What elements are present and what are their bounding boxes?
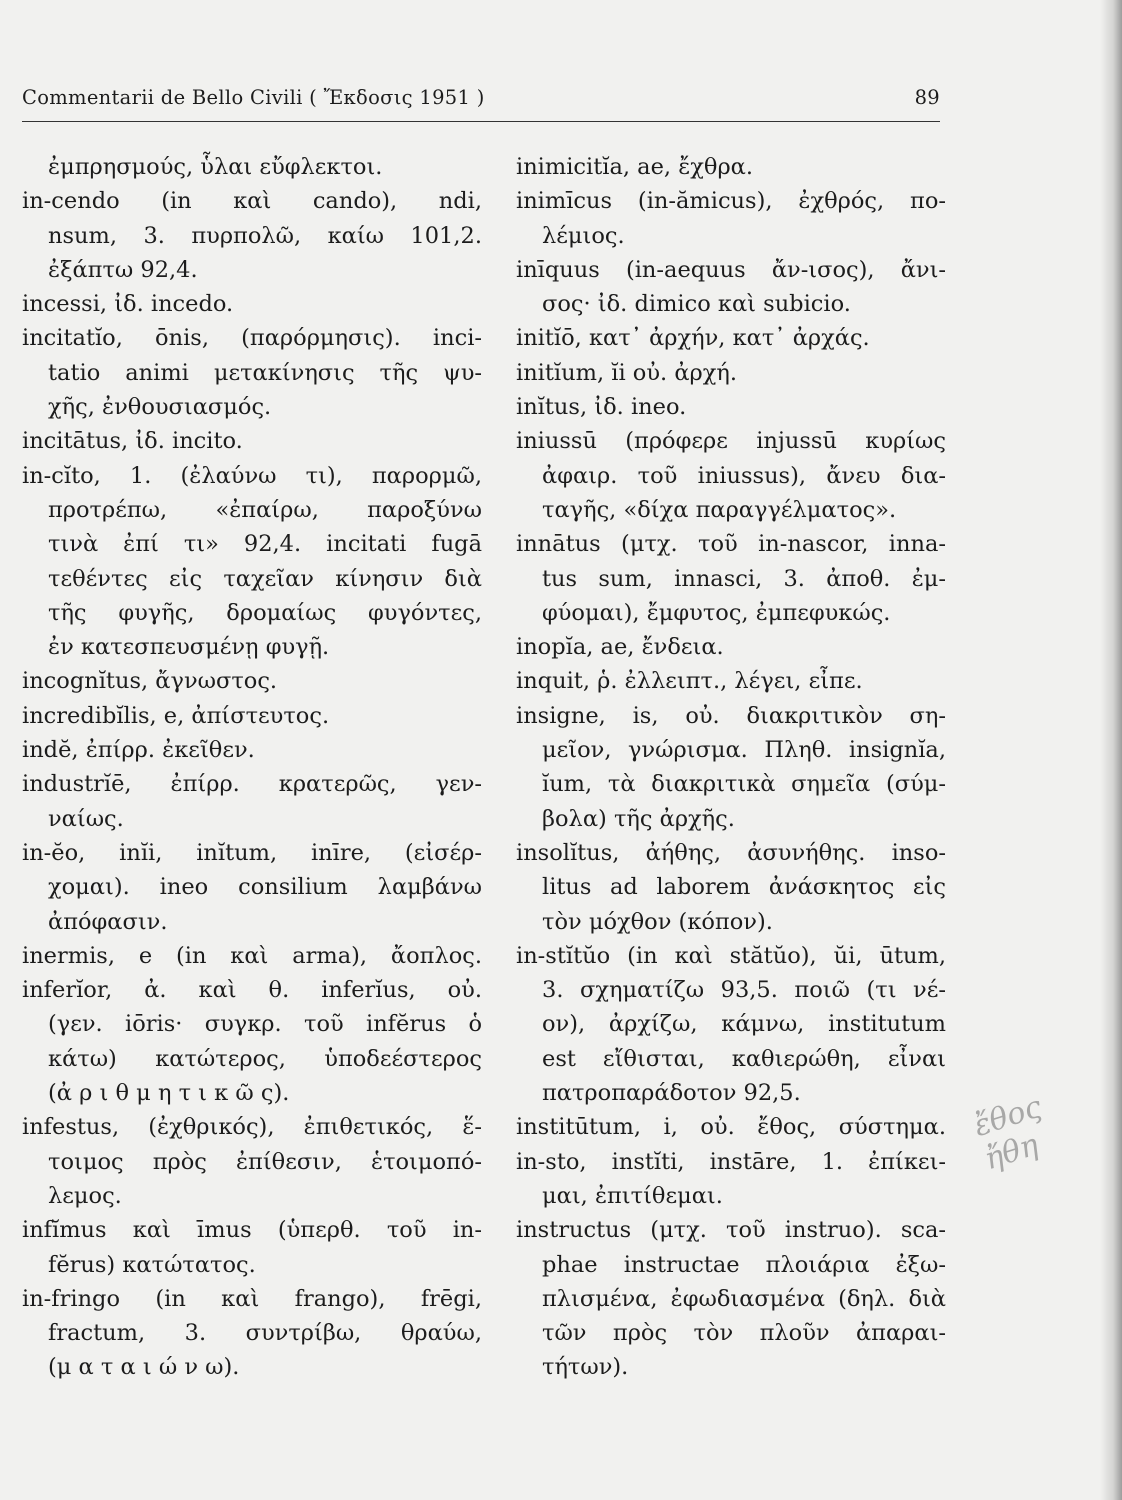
dictionary-line: βολα) τῆς ἀρχῆς. (542, 805, 735, 832)
dictionary-line: ἀπόφασιν. (48, 908, 168, 935)
dictionary-line: fĕrus) κατώτατος. (48, 1251, 256, 1278)
dictionary-line: inīquus (in-aequus ἄν-ισος), ἄνι- (516, 256, 946, 283)
dictionary-line: (ἀ ρ ι θ μ η τ ι κ ῶ ς). (48, 1080, 290, 1107)
dictionary-line: incredibĭlis, e, ἀπίστευτος. (22, 702, 330, 729)
dictionary-line: incognĭtus, ἄγνωστος. (22, 668, 278, 695)
dictionary-line: inferĭor, ἀ. καὶ θ. inferĭus, οὐ. (22, 977, 482, 1004)
dictionary-line: inimīcus (in-ămicus), ἐχθρός, πο- (516, 188, 946, 215)
page-number: 89 (914, 86, 940, 109)
dictionary-line: μαι, ἐπιτίθεμαι. (542, 1182, 723, 1209)
dictionary-line: insigne, is, οὐ. διακριτικὸν ση- (516, 702, 946, 729)
dictionary-line: ον), ἀρχίζω, κάμνω, institutum (542, 1011, 946, 1038)
dictionary-line: ĭum, τὰ διακριτικὰ σημεῖα (σύμ- (542, 771, 946, 798)
dictionary-line: ἐν κατεσπευσμένῃ φυγῇ. (48, 634, 330, 661)
dictionary-line: in-cendo (in καὶ cando), ndi, (22, 188, 482, 215)
dictionary-line: (γεν. iōris· συγκρ. τοῦ infĕrus ὁ (48, 1011, 482, 1038)
dictionary-line: inimicitĭa, ae, ἔχθρα. (516, 154, 754, 180)
dictionary-line: industrĭē, ἐπίρρ. κρατερῶς, γεν- (22, 771, 482, 798)
dictionary-line: fractum, 3. συντρίβω, θραύω, (48, 1320, 482, 1347)
dictionary-line: 3. σχηματίζω 93,5. ποιῶ (τι νέ- (542, 977, 946, 1004)
dictionary-line: in-sto, instĭti, instāre, 1. ἐπίκει- (516, 1148, 946, 1175)
dictionary-line: in-cĭto, 1. (ἐλαύνω τι), παρορμῶ, (22, 462, 482, 489)
dictionary-line: incitātus, ἰδ. incito. (22, 428, 243, 455)
dictionary-line: πατροπαράδοτον 92,5. (542, 1080, 801, 1107)
dictionary-line: τῶν πρὸς τὸν πλοῦν ἀπαραι- (542, 1320, 946, 1347)
dictionary-line: τῆς φυγῆς, δρομαίως φυγόντες, (48, 599, 482, 626)
dictionary-line: instructus (μτχ. τοῦ instruo). sca- (516, 1217, 946, 1244)
dictionary-line: in-fringo (in καὶ frango), frēgi, (22, 1285, 482, 1312)
dictionary-line: λεμος. (48, 1182, 122, 1209)
dictionary-line: inĭtus, ἰδ. ineo. (516, 394, 687, 421)
dictionary-line: initĭō, κατ᾽ ἀρχήν, κατ᾽ ἀρχάς. (516, 325, 870, 352)
dictionary-line: inermis, e (in καὶ arma), ἄοπλος. (22, 942, 482, 969)
dictionary-line: μεῖον, γνώρισμα. Πληθ. insignĭa, (542, 737, 946, 764)
dictionary-line: inquit, ῥ. ἐλλειπτ., λέγει, εἶπε. (516, 668, 863, 695)
dictionary-line: λέμιος. (542, 222, 625, 249)
dictionary-line: innātus (μτχ. τοῦ in-nascor, inna- (516, 531, 946, 558)
dictionary-line: iniussū (πρόφερε injussū κυρίως (516, 428, 946, 455)
dictionary-line: τινὰ ἐπί τι» 92,4. incitati fugā (48, 531, 482, 558)
dictionary-line: incessi, ἰδ. incedo. (22, 291, 234, 318)
dictionary-line: ἐξάπτω 92,4. (48, 256, 198, 283)
dictionary-line: in-stĭtŭo (in καὶ stătŭo), ŭi, ūtum, (516, 942, 946, 969)
dictionary-line: χομαι). ineo consilium λαμβάνω (48, 874, 482, 901)
dictionary-line: τήτων). (542, 1354, 629, 1381)
dictionary-line: in-ĕo, inĭi, inĭtum, inīre, (εἰσέρ- (22, 839, 482, 866)
page-edge-shadow (1100, 0, 1122, 1500)
dictionary-line: litus ad laborem ἀνάσκητος εἰς (542, 874, 946, 901)
dictionary-line: ἀφαιρ. τοῦ iniussus), ἄνευ δια- (542, 462, 946, 489)
dictionary-line: σος· ἰδ. dimico καὶ subicio. (542, 291, 851, 318)
dictionary-line: est εἴθισται, καθιερώθη, εἶναι (542, 1045, 946, 1072)
dictionary-line: χῆς, ἐνθουσιασμός. (48, 394, 272, 421)
handwritten-margin-note: ἔθος ἤθη (969, 1089, 1046, 1178)
dictionary-line: προτρέπω, «ἐπαίρω, παροξύνω (48, 496, 482, 523)
dictionary-line: phae instructae πλοιάρια ἐξω- (542, 1251, 946, 1278)
right-column (516, 150, 946, 1385)
running-header (22, 86, 940, 120)
dictionary-line: nsum, 3. πυρπολῶ, καίω 101,2. (48, 222, 482, 249)
dictionary-line: φύομαι), ἔμφυτος, ἐμπεφυκώς. (542, 599, 891, 626)
header-rule (22, 121, 940, 122)
dictionary-line: institūtum, i, οὐ. ἔθος, σύστημα. (516, 1114, 946, 1141)
dictionary-line: inopĭa, ae, ἔνδεια. (516, 634, 724, 661)
dictionary-line: infĭmus καὶ īmus (ὑπερθ. τοῦ in- (22, 1217, 482, 1244)
dictionary-line: πλισμένα, ἐφωδιασμένα (δηλ. διὰ (542, 1285, 946, 1312)
dictionary-line: ἐμπρησμούς, ὗλαι εὔφλεκτοι. (48, 154, 383, 180)
dictionary-line: incitatĭo, ōnis, (παρόρμησις). inci- (22, 325, 482, 352)
left-column (22, 150, 482, 1385)
dictionary-line: ταγῆς, «δίχα παραγγέλματος». (542, 496, 897, 523)
dictionary-line: indĕ, ἐπίρρ. ἐκεῖθεν. (22, 737, 255, 764)
dictionary-line: τοιμος πρὸς ἐπίθεσιν, ἑτοιμοπό- (48, 1148, 482, 1175)
dictionary-line: tatio animi μετακίνησις τῆς ψυ- (48, 359, 482, 386)
dictionary-line: tus sum, innasci, 3. ἀποθ. ἐμ- (542, 565, 946, 592)
running-title: Commentarii de Bello Civili ( Ἔκδοσις 1951 ) (22, 86, 485, 109)
dictionary-line: τεθέντες εἰς ταχεῖαν κίνησιν διὰ (48, 565, 482, 592)
dictionary-line: κάτω) κατώτερος, ὑποδεέστερος (48, 1045, 482, 1072)
dictionary-line: infestus, (ἐχθρικός), ἐπιθετικός, ἕ- (22, 1114, 482, 1141)
dictionary-line: initĭum, ĭi οὐ. ἀρχή. (516, 359, 738, 386)
dictionary-line: τὸν μόχθον (κόπον). (542, 908, 773, 935)
dictionary-line: (μ α τ α ι ώ ν ω). (48, 1354, 240, 1381)
dictionary-line: ναίως. (48, 805, 124, 832)
dictionary-line: insolĭtus, ἀήθης, ἀσυνήθης. inso- (516, 839, 946, 866)
